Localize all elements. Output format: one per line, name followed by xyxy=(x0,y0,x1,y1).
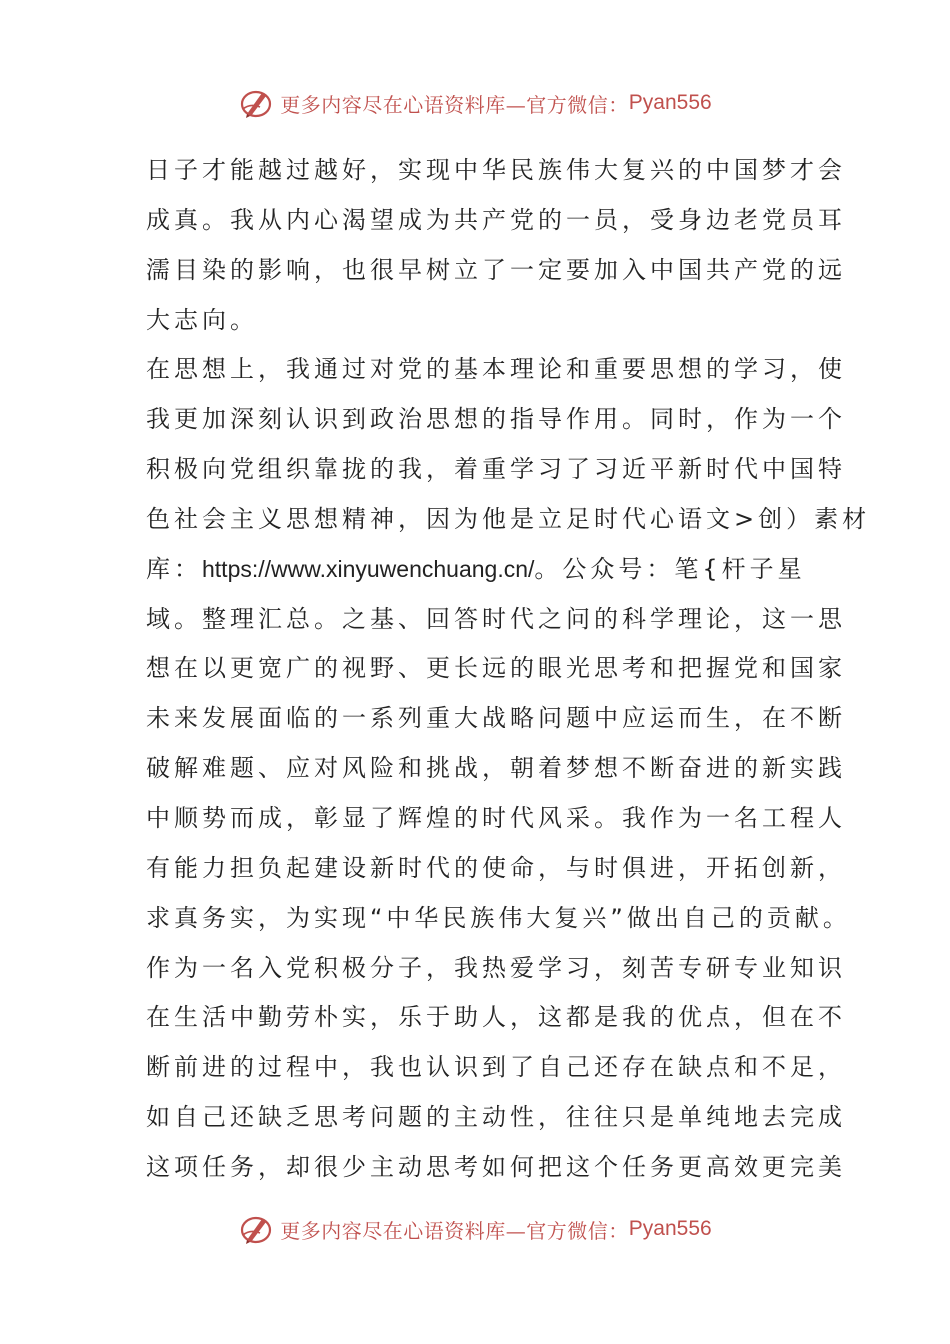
text-line: 这项任务，却很少主动思考如何把这个任务更高效更完美 xyxy=(146,1152,846,1181)
footer-banner-text: 更多内容尽在心语资料库—官方微信： xyxy=(280,1218,629,1243)
pen-logo-icon xyxy=(238,85,274,121)
text-line: 色社会主义思想精神，因为他是立足时代心语文>创）素材 xyxy=(146,504,871,533)
text-line: 断前进的过程中，我也认识到了自己还存在缺点和不足， xyxy=(146,1053,846,1082)
text-line: 未来发展面临的一系列重大战略问题中应运而生，在不断 xyxy=(146,704,846,733)
text-line-with-url xyxy=(146,545,808,595)
text-line: 想在以更宽广的视野、更长远的眼光思考和把握党和国家 xyxy=(146,654,846,683)
text-line-suffix: 。公众号：笔{杆子星 xyxy=(534,554,806,583)
pen-logo-icon xyxy=(238,1211,274,1247)
text-line: 在生活中勤劳朴实，乐于助人，这都是我的优点，但在不 xyxy=(146,1003,846,1032)
text-line: 成真。我从内心渴望成为共产党的一员，受身边老党员耳 xyxy=(146,205,846,234)
text-line: 破解难题、应对风险和挑战，朝着梦想不断奋进的新实践 xyxy=(146,754,846,783)
footer-banner xyxy=(0,1209,950,1249)
text-line-prefix: 库： xyxy=(146,554,202,583)
text-line: 有能力担负起建设新时代的使命，与时俱进，开拓创新， xyxy=(146,853,846,882)
text-line: 域。整理汇总。之基、回答时代之问的科学理论，这一思 xyxy=(146,604,846,633)
text-line: 在思想上，我通过对党的基本理论和重要思想的学习，使 xyxy=(146,355,846,384)
text-line: 中顺势而成，彰显了辉煌的时代风采。我作为一名工程人 xyxy=(146,803,846,832)
footer-wechat-id: Pyan556 xyxy=(628,1217,712,1240)
header-banner xyxy=(0,83,950,123)
header-wechat-id: Pyan556 xyxy=(628,91,712,114)
text-line: 濡目染的影响，也很早树立了一定要加入中国共产党的远 xyxy=(146,255,846,284)
text-line: 作为一名入党积极分子，我热爱学习，刻苦专研专业知识 xyxy=(146,953,846,982)
document-body xyxy=(146,146,871,1193)
text-line: 我更加深刻认识到政治思想的指导作用。同时，作为一个 xyxy=(146,405,846,434)
text-line: 如自己还缺乏思考问题的主动性，往往只是单纯地去完成 xyxy=(146,1103,846,1132)
text-line: 大志向。 xyxy=(146,305,258,334)
header-banner-text: 更多内容尽在心语资料库—官方微信： xyxy=(280,92,629,117)
text-line: 积极向党组织靠拢的我，着重学习了习近平新时代中国特 xyxy=(146,455,846,484)
website-url: https://www.xinyuwenchuang.cn/ xyxy=(202,555,535,582)
text-line: 日子才能越过越好，实现中华民族伟大复兴的中国梦才会 xyxy=(146,156,846,184)
text-line: 求真务实，为实现“中华民族伟大复兴”做出自己的贡献。 xyxy=(146,903,851,932)
